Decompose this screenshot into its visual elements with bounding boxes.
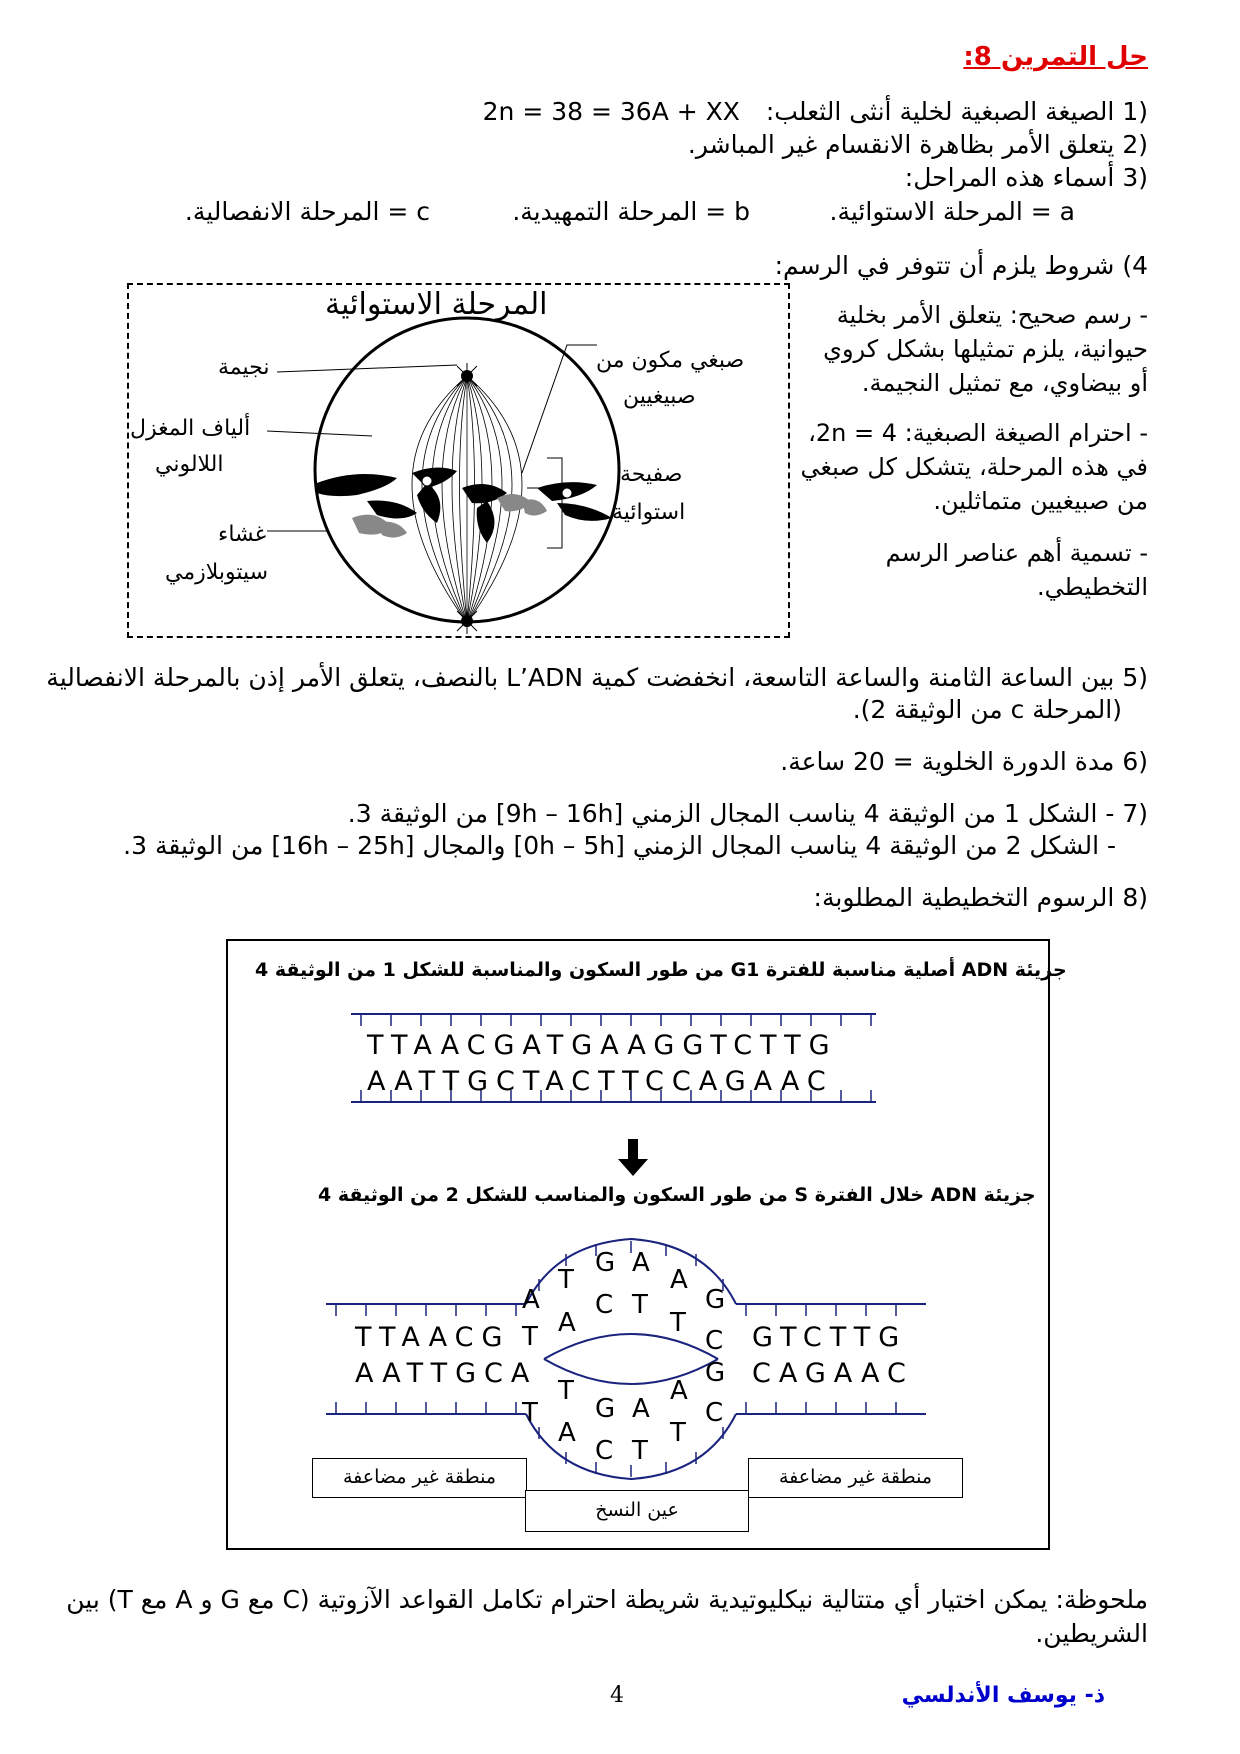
nt-outer-bottom: T bbox=[522, 1398, 538, 1428]
condition-2: - احترام الصيغة الصبغية: 2n = 4، في هذه المرحلة، يتشكل كل صبغي من صبيغيين متماثلين. bbox=[800, 419, 1148, 515]
answer-8-number: (8 bbox=[1122, 883, 1148, 912]
answer-7-line2: - الشكل 2 من الوثيقة 4 يناسب المجال الزمني [0h – 5h] والمجال [16h – 25h] من الوثيقة 3. bbox=[123, 831, 1116, 860]
nt-inner-top: A bbox=[558, 1308, 576, 1338]
answer-2 bbox=[688, 129, 1148, 161]
answer-3 bbox=[905, 162, 1148, 194]
centromere bbox=[562, 488, 572, 498]
answer-6-text: مدة الدورة الخلوية = 20 ساعة. bbox=[780, 747, 1115, 776]
answer-8-text: الرسوم التخطيطية المطلوبة: bbox=[813, 883, 1115, 912]
note-line-1: ملحوظة: يمكن اختيار أي متتالية نيكليوتيدية شريطة احترام تكامل القواعد الآزوتية (C مع G و A مع T) بين bbox=[66, 1585, 1148, 1614]
answer-1-number: (1 bbox=[1122, 97, 1148, 126]
answer-7-number: (7 bbox=[1122, 799, 1148, 828]
phase-c: c = المرحلة الانفصالية. bbox=[184, 197, 430, 226]
page-title: حل التمرين 8: bbox=[963, 42, 1148, 72]
nt-outer-top: A bbox=[632, 1248, 650, 1278]
nt-outer-bottom: C bbox=[595, 1436, 614, 1466]
answer-4-number: 4) bbox=[1122, 251, 1148, 280]
label-aster: نجيمة bbox=[218, 355, 270, 380]
author-name: ذ- يوسف الأندلسي bbox=[901, 1683, 1105, 1708]
nt-inner-bottom: G bbox=[705, 1358, 726, 1388]
answer-3-text: أسماء هذه المراحل: bbox=[904, 163, 1115, 192]
right-top-sequence: GTCTTG bbox=[752, 1322, 908, 1353]
zone-center: عين النسخ bbox=[525, 1490, 749, 1532]
nt-inner-top: C bbox=[595, 1290, 614, 1320]
metaphase-title: المرحلة الاستوائية bbox=[325, 287, 548, 322]
answer-1-formula: 2n = 38 = 36A + XX bbox=[482, 97, 740, 126]
answer-2-text: يتعلق الأمر بظاهرة الانقسام غير المباشر. bbox=[687, 130, 1115, 159]
nt-outer-bottom: T bbox=[670, 1418, 686, 1448]
answer-2-number: (2 bbox=[1122, 130, 1148, 159]
down-arrow-icon bbox=[618, 1139, 648, 1176]
label-chromosome-2: صبيغيين bbox=[623, 384, 696, 409]
answer-8 bbox=[814, 882, 1148, 914]
label-chromosome-1: صبغي مكون من bbox=[596, 348, 745, 373]
phase-a: a = المرحلة الاستوائية. bbox=[829, 197, 1075, 226]
right-bottom-sequence: CAGAAC bbox=[752, 1358, 914, 1389]
answer-3-number: (3 bbox=[1122, 163, 1148, 192]
condition-1: - رسم صحيح: يتعلق الأمر بخلية حيوانية، يلزم تمثيلها بشكل كروي أو بيضاوي، مع تمثيل النجيمة. bbox=[823, 301, 1148, 397]
answer-4 bbox=[775, 250, 1148, 282]
note-line-2: الشريطين. bbox=[1035, 1619, 1148, 1648]
centromere bbox=[422, 476, 432, 486]
nt-inner-top: T bbox=[632, 1290, 648, 1320]
answer-1 bbox=[483, 96, 1148, 128]
nt-inner-top: T bbox=[670, 1308, 686, 1338]
label-membrane-1: غشاء bbox=[218, 522, 267, 547]
nt-outer-bottom: A bbox=[558, 1418, 576, 1448]
nt-outer-top: A bbox=[670, 1265, 688, 1295]
aster-top bbox=[457, 363, 477, 389]
page-number: 4 bbox=[610, 1683, 624, 1708]
nt-inner-bottom: A bbox=[632, 1394, 650, 1424]
nt-inner-bottom: T bbox=[558, 1376, 574, 1406]
answer-6-number: (6 bbox=[1122, 747, 1148, 776]
nt-inner-bottom: A bbox=[670, 1376, 688, 1406]
label-spindle-2: اللالوني bbox=[155, 452, 224, 477]
nt-outer-top: G bbox=[595, 1248, 616, 1278]
answer-6 bbox=[780, 746, 1148, 778]
left-bottom-sequence: AATTGCA bbox=[355, 1358, 538, 1389]
left-top-sequence: TTAACG bbox=[355, 1322, 511, 1353]
sequence-top: TTAACGATGAAGGTCTTG bbox=[367, 1030, 838, 1061]
answer-7 bbox=[348, 798, 1148, 830]
answer-5-line2: (المرحلة c من الوثيقة 2). bbox=[852, 695, 1122, 724]
answer-4-text: شروط يلزم أن تتوفر في الرسم: bbox=[774, 251, 1115, 280]
label-plate-1: صفيحة bbox=[620, 462, 683, 487]
nt-inner-top: C bbox=[705, 1326, 724, 1356]
dna-title-1: جزيئة ADN أصلية مناسبة للفترة G1 من طور السكون والمناسبة للشكل 1 من الوثيقة 4 bbox=[255, 959, 1067, 981]
zone-right: منطقة غير مضاعفة bbox=[748, 1458, 963, 1498]
nt-outer-top: G bbox=[705, 1285, 726, 1315]
answer-7-line1: - الشكل 1 من الوثيقة 4 يناسب المجال الزمني [9h – 16h] من الوثيقة 3. bbox=[347, 799, 1115, 828]
answer-5-number: (5 bbox=[1122, 663, 1148, 692]
label-spindle-1: ألياف المغزل bbox=[130, 416, 251, 441]
condition-3: - تسمية أهم عناصر الرسم التخطيطي. bbox=[885, 539, 1148, 601]
answer-1-text: الصيغة الصبغية لخلية أنثى الثعلب: bbox=[765, 97, 1115, 126]
nt-inner-top: T bbox=[522, 1322, 538, 1352]
label-plate-2: استوائية bbox=[612, 500, 686, 525]
nt-outer-bottom: C bbox=[705, 1398, 724, 1428]
sequence-bottom: AATTGCTACTTCCAGAAC bbox=[367, 1066, 834, 1097]
answer-5 bbox=[46, 662, 1148, 694]
label-membrane-2: سيتوبلازمي bbox=[165, 560, 269, 585]
zone-left: منطقة غير مضاعفة bbox=[312, 1458, 527, 1498]
dna-title-2: جزيئة ADN خلال الفترة S من طور السكون والمناسب للشكل 2 من الوثيقة 4 bbox=[318, 1184, 1036, 1206]
nt-outer-top: A bbox=[522, 1285, 540, 1315]
phase-b: b = المرحلة التمهيدية. bbox=[512, 197, 750, 226]
nt-outer-top: T bbox=[558, 1265, 574, 1295]
answer-5-text: بين الساعة الثامنة والساعة التاسعة، انخفضت كمية L’ADN بالنصف، يتعلق الأمر إذن بالمرحلة الانفصالية bbox=[46, 663, 1115, 692]
nt-outer-bottom: T bbox=[632, 1436, 648, 1466]
nt-inner-bottom: G bbox=[595, 1394, 616, 1424]
